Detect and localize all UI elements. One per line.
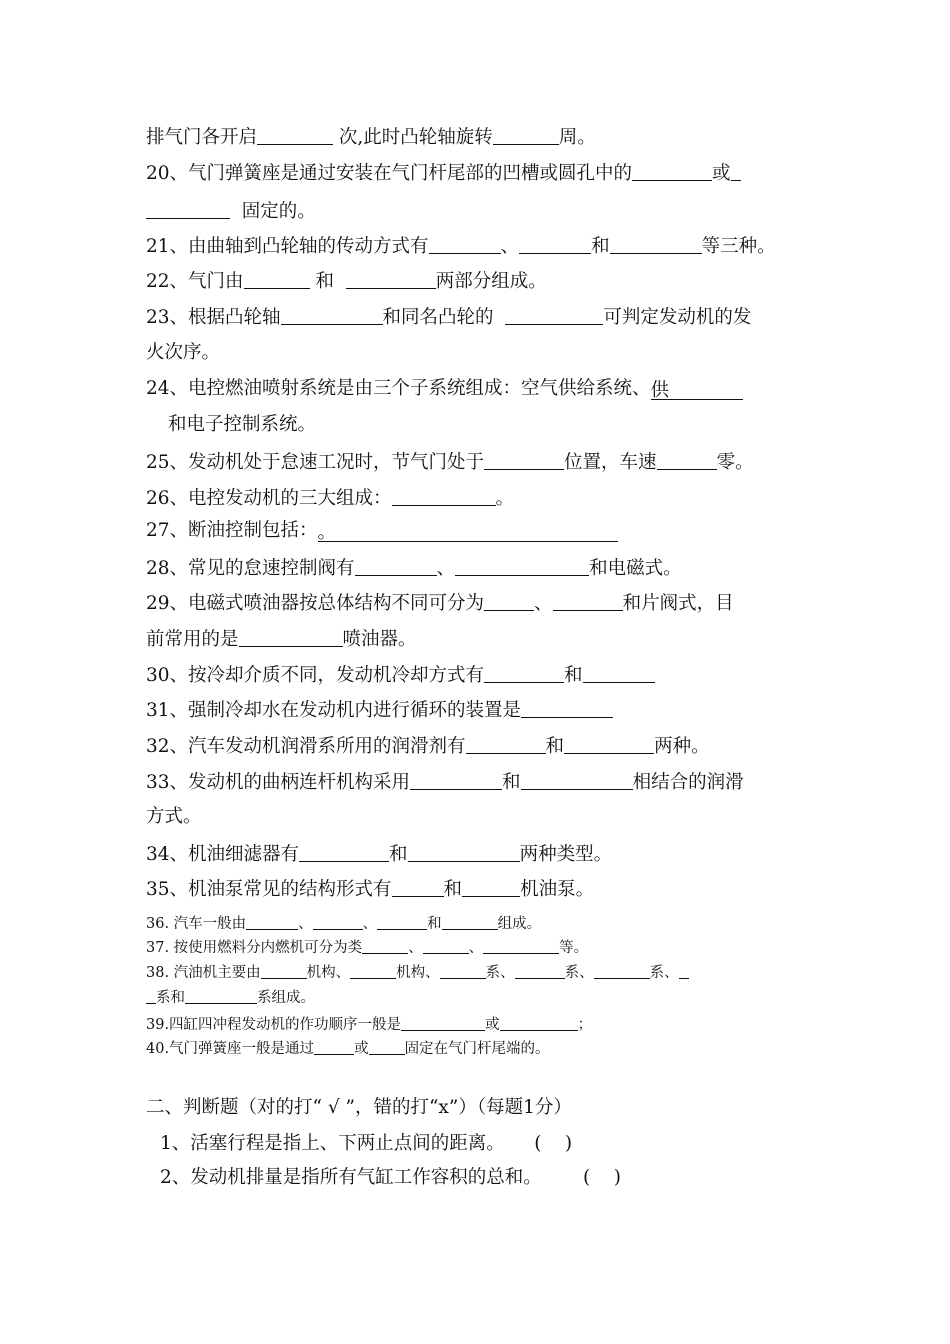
- answer-blank: [521, 697, 613, 718]
- question-text: 和: [591, 236, 610, 257]
- question-text: 和: [502, 772, 521, 793]
- question-text: 、: [362, 916, 378, 932]
- question-text: 零。: [716, 452, 754, 473]
- answer-blank: [244, 268, 310, 289]
- answer-blank: [553, 590, 623, 611]
- question-text: 34、机油细滤器有: [146, 844, 300, 865]
- answer-blank: [257, 124, 333, 145]
- answer-blank: [355, 555, 437, 576]
- question-text: 29、电磁式喷油器按总体结构不同可分为: [146, 593, 485, 614]
- question-text: 2、发动机排量是指所有气缸工作容积的总和。: [160, 1167, 542, 1188]
- question-text: 机构、: [306, 965, 351, 981]
- question-text: 和: [315, 271, 334, 292]
- question-text: 或: [485, 1017, 500, 1033]
- question-33: [146, 769, 744, 795]
- question-text: 等。: [559, 940, 589, 956]
- question-text: 和同名凸轮的: [382, 307, 494, 328]
- question-29: [146, 590, 734, 616]
- question-text: 次,此时凸轮轴旋转: [338, 127, 493, 148]
- question-38-cont: [146, 988, 315, 1007]
- question-text: 39.四缸四冲程发动机的作功顺序一般是: [146, 1017, 402, 1033]
- question-text: 两种。: [654, 736, 710, 757]
- answer-blank: [299, 841, 389, 862]
- answer-blank: [146, 198, 230, 219]
- answer-blank: [261, 963, 307, 979]
- answer-blank: [657, 449, 717, 470]
- answer-blank: [731, 160, 741, 181]
- question-text: 固定在气门杆尾端的。: [404, 1041, 550, 1057]
- answer-blank: [185, 988, 257, 1004]
- question-text: ；: [577, 1017, 593, 1033]
- answer-blank: [505, 304, 603, 325]
- answer-blank: [401, 1015, 485, 1031]
- answer-blank: [392, 876, 444, 897]
- answer-blank: [455, 555, 589, 576]
- question-text: 和: [389, 844, 408, 865]
- answer-blank: [369, 1039, 405, 1055]
- question-31: [146, 697, 613, 723]
- question-text: 机构、: [396, 965, 440, 981]
- answer-blank: [408, 841, 520, 862]
- answer-blank: [377, 914, 427, 930]
- answer-blank: [346, 268, 436, 289]
- question-23: [146, 304, 751, 330]
- question-text: 两种类型。: [519, 844, 613, 865]
- question-text: 、: [408, 940, 423, 956]
- question-text: 40.气门弹簧座一般是通过: [146, 1041, 315, 1057]
- question-text: 33、发动机的曲柄连杆机构采用: [146, 772, 411, 793]
- answer-blank: [484, 449, 564, 470]
- question-27: [146, 519, 618, 543]
- answer-blank: [423, 938, 469, 954]
- question-20: [146, 160, 741, 186]
- question-text: 组成。: [497, 916, 542, 932]
- answer-blank: [246, 914, 298, 930]
- question-text: 系组成。: [257, 990, 315, 1006]
- question-text: 两部分组成。: [435, 271, 547, 292]
- answer-blank: [483, 938, 559, 954]
- answer-blank: [493, 124, 559, 145]
- answer-blank: [564, 733, 654, 754]
- question-text: 周。: [558, 127, 596, 148]
- section-2-heading: 二、判断题（对的打“ √ ”，错的打“x”）（每题1分）: [146, 1097, 572, 1118]
- question-text: 前常用的是: [146, 629, 239, 650]
- answer-blank: [442, 914, 498, 930]
- answer-blank: [519, 233, 591, 254]
- question-22: [146, 268, 547, 294]
- question-32: [146, 733, 710, 759]
- question-text: 20、气门弹簧座是通过安装在气门杆尾部的凹槽或圆孔中的: [146, 163, 633, 184]
- question-text: 和电磁式。: [589, 558, 682, 579]
- question-19-tail: [146, 124, 596, 150]
- answer-blank: [362, 938, 408, 954]
- question-24: [146, 377, 743, 401]
- question-30: [146, 662, 655, 688]
- question-text: 23、根据凸轮轴: [146, 307, 281, 328]
- question-text: 或: [354, 1041, 369, 1057]
- question-35: [146, 876, 594, 902]
- question-text: 22、气门由: [146, 271, 244, 292]
- question-text: 等三种。: [701, 236, 776, 257]
- question-text: 25、发动机处于怠速工况时，节气门处于: [146, 452, 485, 473]
- question-text: 系和: [156, 990, 185, 1006]
- question-text: 。: [495, 488, 515, 509]
- question-text: 系、: [485, 965, 515, 981]
- answer-parentheses: ( ): [582, 1167, 621, 1188]
- question-text: 35、机油泵常见的结构形式有: [146, 879, 392, 900]
- question-text: 32、汽车发动机润滑系所用的润滑剂有: [146, 736, 466, 757]
- question-text: 、: [436, 558, 456, 579]
- question-text: 27、断油控制包括：: [146, 520, 318, 541]
- question-text: 可判定发动机的发: [603, 307, 752, 328]
- answer-blank: [484, 590, 534, 611]
- answer-blank: [429, 233, 501, 254]
- answer-blank: [500, 1015, 578, 1031]
- answer-blank: [515, 963, 565, 979]
- question-23-cont: [146, 341, 220, 365]
- question-37: [146, 938, 588, 957]
- question-text: 系、: [564, 965, 594, 981]
- question-text: 喷油器。: [342, 629, 417, 650]
- question-34: [146, 841, 612, 867]
- question-text: 和片阀式，目: [622, 593, 734, 614]
- answer-blank: [583, 662, 655, 683]
- question-text: 固定的。: [241, 201, 316, 222]
- question-36: [146, 914, 541, 933]
- question-text: 24、电控燃油喷射系统是由三个子系统组成：空气供给系统、: [146, 378, 651, 399]
- question-text: 、: [468, 940, 484, 956]
- question-20-cont: [146, 198, 316, 224]
- question-text: 1、活塞行程是指上、下两止点间的距离。: [160, 1133, 505, 1154]
- answer-blank: [484, 662, 564, 683]
- answer-blank: [679, 963, 689, 979]
- answer-blank: [314, 1039, 354, 1055]
- question-24-cont: [168, 413, 316, 437]
- question-text: 和电子控制系统。: [168, 414, 317, 435]
- answer-blank: [410, 769, 502, 790]
- answer-blank: [632, 160, 712, 181]
- question-25: [146, 449, 754, 475]
- question-33-cont: [146, 805, 202, 829]
- question-text: 、: [534, 593, 553, 614]
- answer-blank: [466, 733, 546, 754]
- answer-blank: [146, 988, 156, 1004]
- question-text: 位置，车速: [564, 452, 657, 473]
- question-text: 28、常见的怠速控制阀有: [146, 558, 355, 579]
- question-text: 26、电控发动机的三大组成：: [146, 488, 392, 509]
- answer-blank: [281, 304, 383, 325]
- answer-blank-filled: 供: [651, 379, 743, 400]
- question-text: 系、: [649, 965, 679, 981]
- question-26: [146, 485, 514, 511]
- question-text: 36. 汽车一般由: [146, 916, 247, 932]
- judgment-item-1: [160, 1132, 572, 1156]
- question-text: 和: [564, 665, 583, 686]
- question-text: 机油泵。: [520, 879, 595, 900]
- question-text: 火次序。: [146, 342, 221, 363]
- question-text: 和: [427, 916, 442, 932]
- question-text: 或: [712, 163, 731, 184]
- answer-blank: [610, 233, 702, 254]
- question-text: 、: [500, 236, 520, 257]
- question-text: 30、按冷却介质不同，发动机冷却方式有: [146, 665, 485, 686]
- question-text: 21、由曲轴到凸轮轴的传动方式有: [146, 236, 429, 257]
- answer-blank: [521, 769, 633, 790]
- answer-blank: [462, 876, 520, 897]
- judgment-item-2: [160, 1166, 621, 1190]
- answer-blank: 。: [318, 521, 618, 542]
- question-text: 和: [443, 879, 463, 900]
- answer-parentheses: ( ): [534, 1133, 573, 1154]
- question-21: [146, 233, 776, 259]
- question-39: [146, 1015, 592, 1034]
- question-text: 37. 按使用燃料分内燃机可分为类: [146, 940, 363, 956]
- question-text: 方式。: [146, 806, 202, 827]
- question-29-cont: [146, 626, 417, 652]
- answer-blank: [594, 963, 650, 979]
- question-text: 相结合的润滑: [632, 772, 744, 793]
- question-text: 排气门各开启: [146, 127, 258, 148]
- answer-blank: [440, 963, 486, 979]
- answer-blank: [313, 914, 363, 930]
- question-38: [146, 963, 689, 982]
- question-text: 和: [545, 736, 565, 757]
- question-40: [146, 1039, 550, 1058]
- answer-blank: [350, 963, 396, 979]
- answer-blank: [239, 626, 343, 647]
- question-28: [146, 555, 682, 581]
- question-text: 31、强制冷却水在发动机内进行循环的装置是: [146, 700, 522, 721]
- answer-blank: [392, 485, 496, 506]
- question-text: 、: [298, 916, 313, 932]
- question-text: 38. 汽油机主要由: [146, 965, 261, 981]
